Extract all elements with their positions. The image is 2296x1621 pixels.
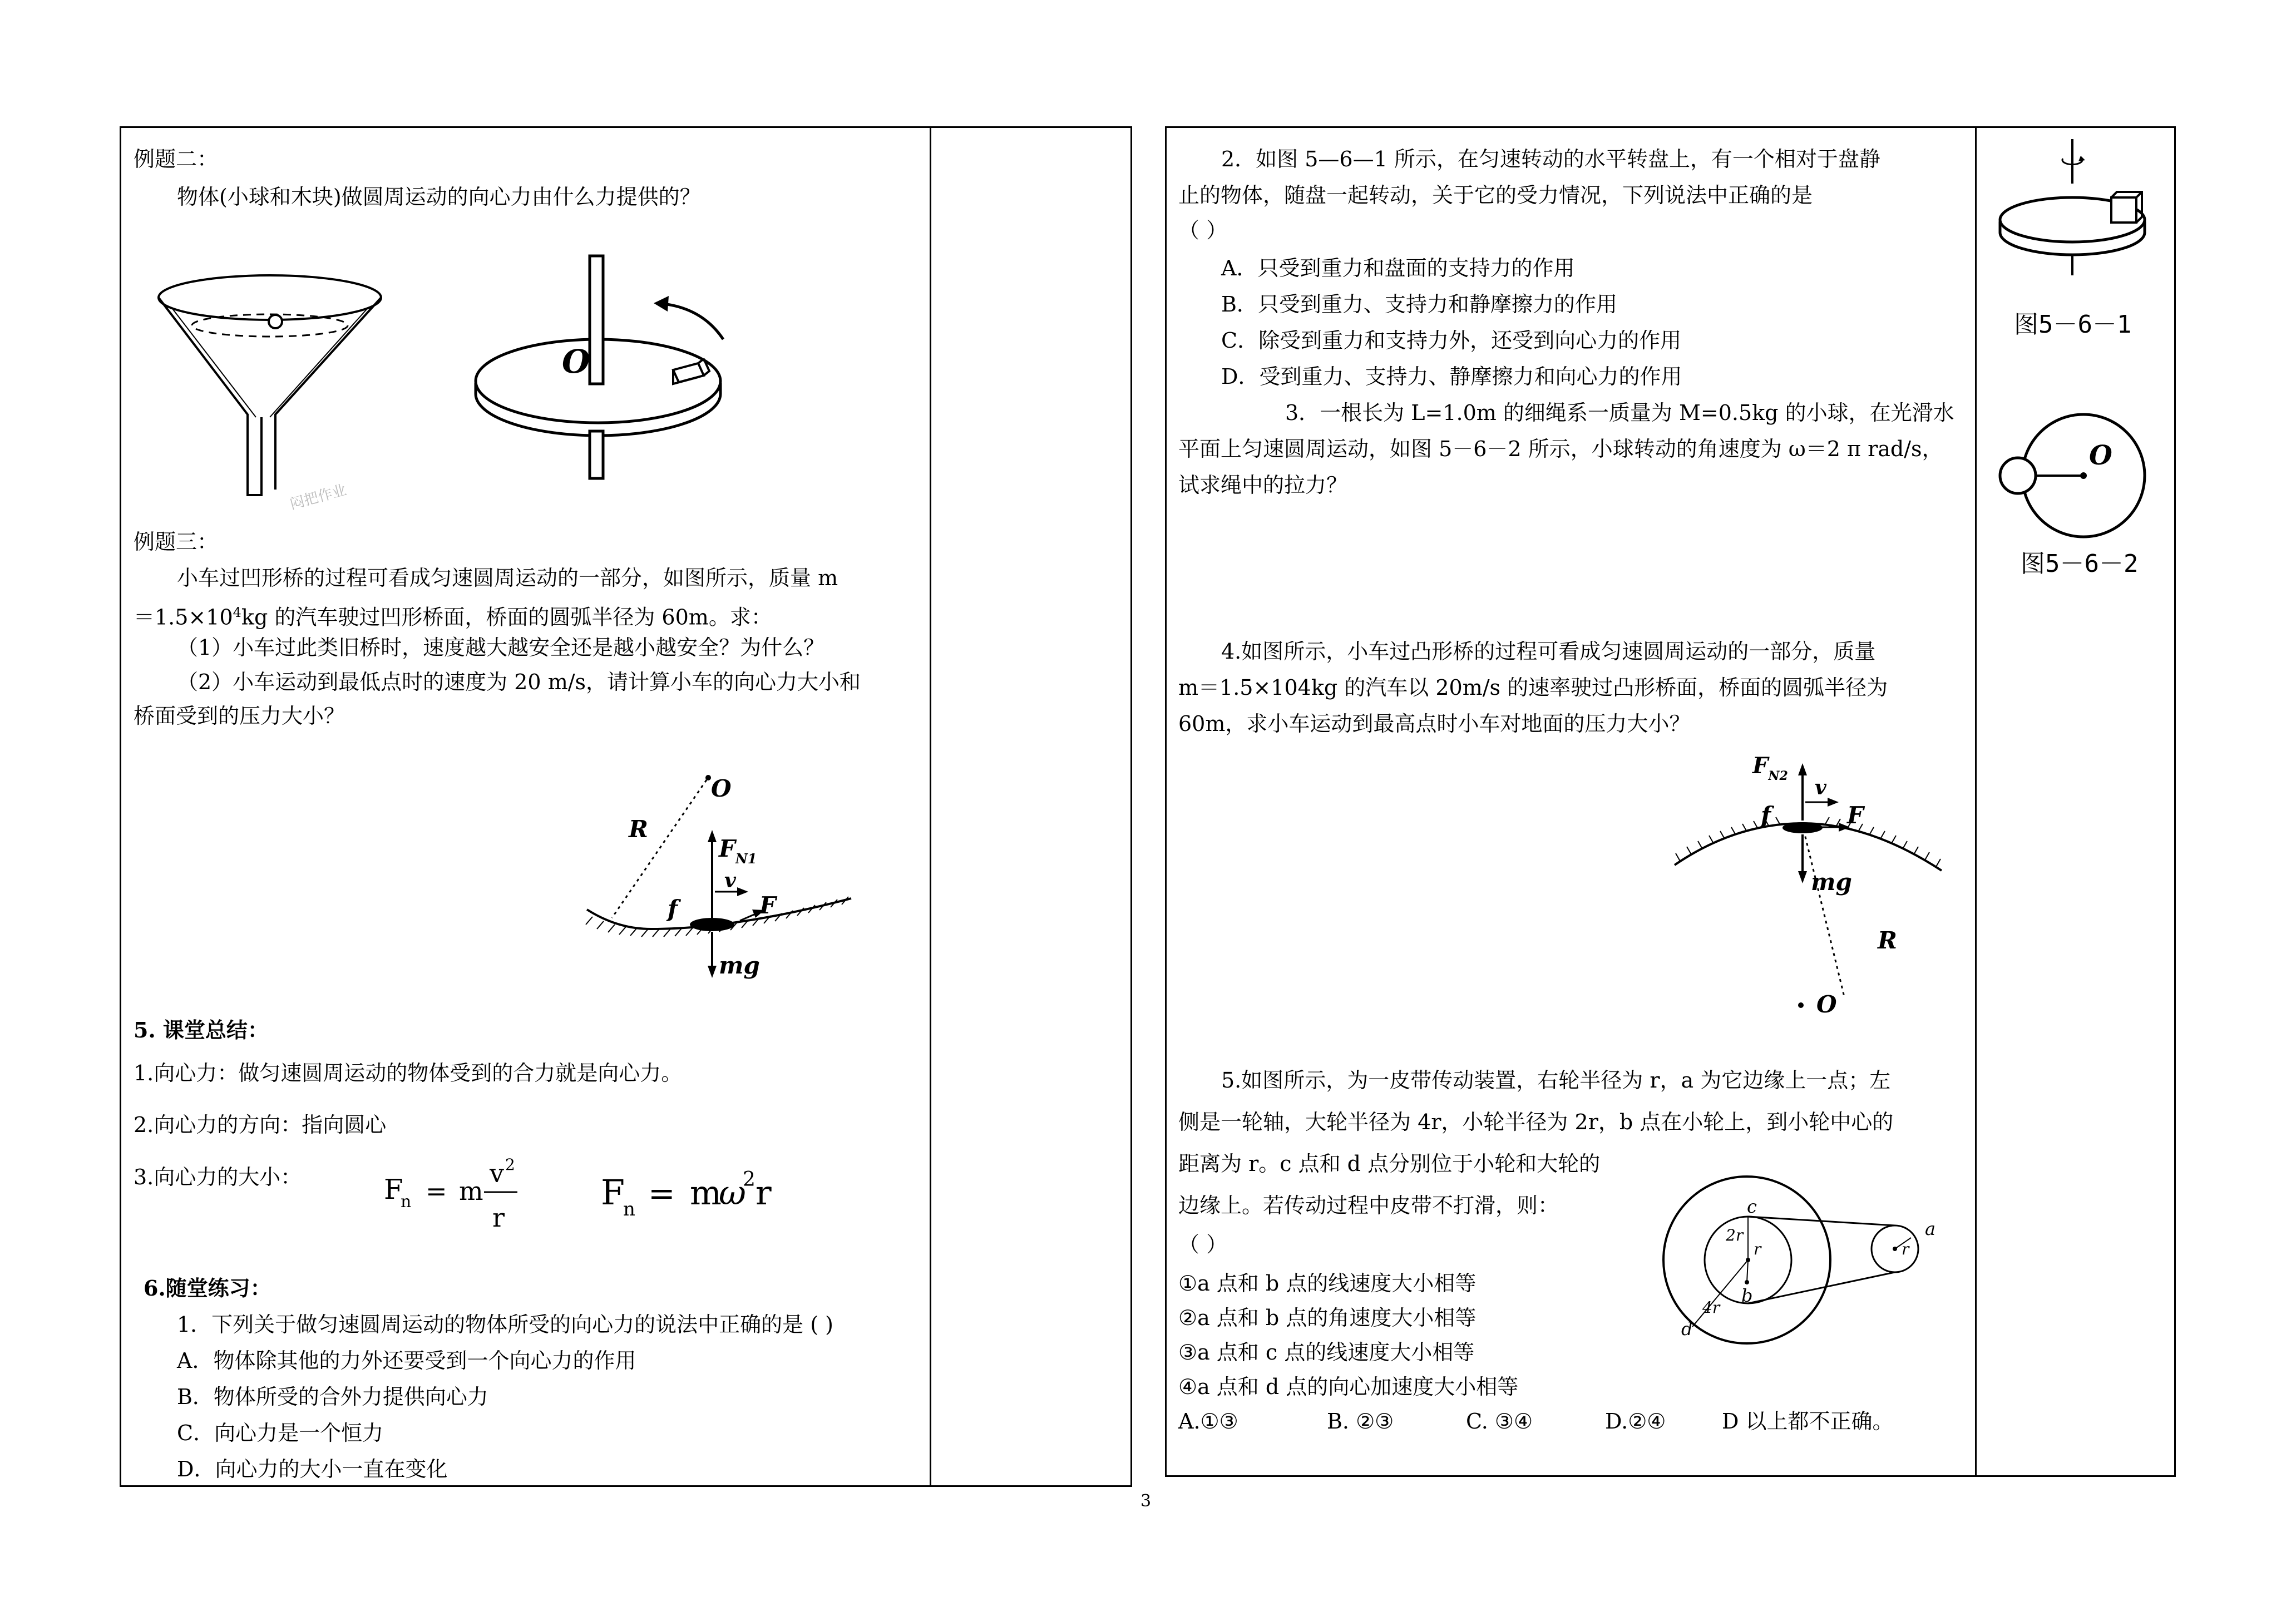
q4-line2: m＝1.5×104kg 的汽车以 20m/s 的速率驶过凸形桥面，桥面的圆弧半径为 [1178, 675, 1888, 700]
q5-line2: 侧是一轮轴，大轮半径为 4r，小轮半径为 2r，b 点在小轮上，到小轮中心的 [1178, 1110, 1894, 1134]
belt-drive-figure [1663, 1196, 1953, 1380]
practice-option-d: D．向心力的大小一直在变化 [177, 1457, 448, 1481]
svg-text:m: m [459, 1176, 483, 1206]
belt-b-label: b [1741, 1285, 1753, 1306]
convex-force-label: F [1847, 802, 1864, 829]
convex-f-label: f [1761, 802, 1771, 829]
q5-statement-1: ①a 点和 b 点的线速度大小相等 [1178, 1271, 1477, 1296]
turntable-center-label: O [562, 343, 590, 380]
belt-r-outer-label: r [1902, 1240, 1909, 1258]
svg-text:F: F [601, 1172, 625, 1213]
convex-fn-label: $F_{N2}$ [1752, 753, 1788, 783]
practice-option-b: B．物体所受的合外力提供向心力 [177, 1385, 488, 1409]
funnel-watermark: 闷把作业 [288, 482, 349, 513]
concave-mg-label: mg [719, 952, 760, 979]
q2-line2: 止的物体，随盘一起转动，关于它的受力情况，下列说法中正确的是 [1178, 183, 1813, 207]
q4-line3: 60m，求小车运动到最高点时小车对地面的压力大小？ [1178, 711, 1691, 736]
practice-heading: 6.随堂练习： [144, 1276, 271, 1301]
concave-bridge-figure [579, 768, 868, 990]
q5-choice-e: D 以上都不正确。 [1722, 1409, 1894, 1434]
svg-text:2: 2 [505, 1155, 515, 1174]
example3-q1: （1）小车过此类旧桥时，速度越大越安全还是越小越安全？为什么？ [177, 635, 825, 660]
svg-text:=: = [648, 1174, 675, 1212]
q5-statement-4: ④a 点和 d 点的向心加速度大小相等 [1178, 1375, 1519, 1399]
concave-v-label: v [724, 869, 736, 892]
example3-line2: $=1.5\times 10^4kg$ 的汽车驶过凹形桥面，桥面的圆弧半径为 60m。求： [134, 605, 772, 630]
q2-option-b: B．只受到重力、支持力和静摩擦力的作用 [1221, 292, 1617, 317]
page-number: 3 [1140, 1491, 1152, 1511]
svg-text:v: v [490, 1158, 504, 1188]
q5-blank: （ ） [1178, 1232, 1228, 1257]
q3-line2: 平面上匀速圆周运动，如图 5－6－2 所示，小球转动的角速度为 ω＝2 π rad/s， [1178, 437, 1943, 461]
q2-line1: 2．如图 5—6—1 所示，在匀速转动的水平转盘上，有一个相对于盘静 [1221, 147, 1880, 171]
summary-item2: 2.向心力的方向：指向圆心 [134, 1113, 387, 1137]
q5-statement-2: ②a 点和 b 点的角速度大小相等 [1178, 1306, 1477, 1330]
convex-bridge-figure [1669, 751, 1958, 1018]
convex-mg-label: mg [1811, 868, 1852, 896]
belt-a-label: a [1925, 1218, 1936, 1239]
q2-option-c: C．除受到重力和支持力外，还受到向心力的作用 [1221, 328, 1682, 353]
q5-choice-a: A.①③ [1178, 1409, 1238, 1434]
q3-line1: 3．一根长为 L=1.0m 的细绳系一质量为 M=0.5kg 的小球，在光滑水 [1285, 401, 1954, 425]
q3-line3: 试求绳中的拉力？ [1178, 473, 1348, 497]
figure-5-6-2-caption: 图5－6－2 [2021, 550, 2139, 578]
concave-force-label: F [759, 892, 776, 919]
belt-2r-label: 2r [1726, 1226, 1744, 1244]
q5-choice-c: C. ③④ [1466, 1409, 1533, 1434]
right-column-divider [1975, 126, 1977, 1477]
convex-v-label: v [1815, 776, 1826, 799]
example3-heading: 例题三： [134, 530, 219, 554]
svg-text:n: n [623, 1198, 635, 1220]
practice-option-a: A．物体除其他的力外还要受到一个向心力的作用 [177, 1348, 636, 1373]
svg-text:F: F [384, 1173, 403, 1205]
example3-q2b: 桥面受到的压力大小？ [134, 704, 345, 728]
example2-heading: 例题二： [134, 147, 219, 171]
svg-text:ω: ω [719, 1174, 746, 1213]
q5-line3: 距离为 r。c 点和 d 点分别位于小轮和大轮的 [1178, 1151, 1601, 1176]
example2-question: 物体(小球和木块)做圆周运动的向心力由什么力提供的？ [177, 185, 701, 209]
svg-text:=: = [426, 1176, 447, 1206]
practice-option-c: C．向心力是一个恒力 [177, 1421, 384, 1445]
q2-option-a: A．只受到重力和盘面的支持力的作用 [1221, 256, 1575, 280]
figure-5-6-2 [2000, 412, 2156, 540]
belt-r-inner-label: r [1754, 1240, 1761, 1258]
q2-blank: （ ） [1178, 218, 1228, 243]
turntable-figure [467, 250, 757, 484]
concave-o-label: O [711, 775, 732, 802]
q5-choice-b: B. ②③ [1327, 1409, 1394, 1434]
formula-fn-v2-over-r [384, 1154, 562, 1243]
belt-d-label: d [1681, 1318, 1693, 1340]
example3-q2a: （2）小车运动到最低点时的速度为 20 m/s，请计算小车的向心力大小和 [177, 670, 861, 694]
svg-text:r: r [492, 1203, 505, 1233]
svg-text:2: 2 [743, 1168, 756, 1191]
convex-r-label: R [1878, 927, 1897, 954]
figure-5-6-1-caption: 图5－6－1 [2014, 310, 2132, 339]
summary-item1: 1.向心力：做匀速圆周运动的物体受到的合力就是向心力。 [134, 1061, 683, 1085]
summary-item3: 3.向心力的大小： [134, 1165, 302, 1189]
svg-text:n: n [401, 1192, 412, 1212]
q4-line1: 4.如图所示，小车过凸形桥的过程可看成匀速圆周运动的一部分，质量 [1221, 639, 1876, 664]
belt-c-label: c [1747, 1196, 1757, 1217]
funnel-figure [150, 267, 395, 512]
q5-line1: 5.如图所示，为一皮带传动装置，右轮半径为 r，a 为它边缘上一点；左 [1221, 1068, 1891, 1093]
concave-fn-label: $F_{N1}$ [719, 835, 757, 867]
concave-f-label: f [668, 895, 678, 922]
formula-fn-omega2-r [601, 1163, 801, 1224]
figure-5-6-2-o-label: O [2089, 440, 2112, 471]
q5-choice-d: D.②④ [1605, 1409, 1666, 1434]
q2-option-d: D．受到重力、支持力、静摩擦力和向心力的作用 [1221, 364, 1682, 389]
figure-5-6-1 [1997, 139, 2153, 278]
belt-4r-label: 4r [1702, 1298, 1720, 1317]
q5-line4: 边缘上。若传动过程中皮带不打滑，则： [1178, 1193, 1559, 1218]
convex-o-label: O [1816, 991, 1837, 1018]
practice-q1: 1．下列关于做匀速圆周运动的物体所受的向心力的说法中正确的是 ( ) [177, 1312, 833, 1337]
svg-text:m: m [690, 1174, 722, 1213]
summary-heading: 5. 课堂总结： [134, 1017, 269, 1042]
left-column-divider [930, 126, 931, 1487]
svg-text:r: r [756, 1174, 772, 1213]
example3-line1: 小车过凹形桥的过程可看成匀速圆周运动的一部分，如图所示，质量 m [177, 566, 838, 590]
concave-r-label: R [629, 816, 648, 843]
q5-statement-3: ③a 点和 c 点的线速度大小相等 [1178, 1340, 1475, 1365]
